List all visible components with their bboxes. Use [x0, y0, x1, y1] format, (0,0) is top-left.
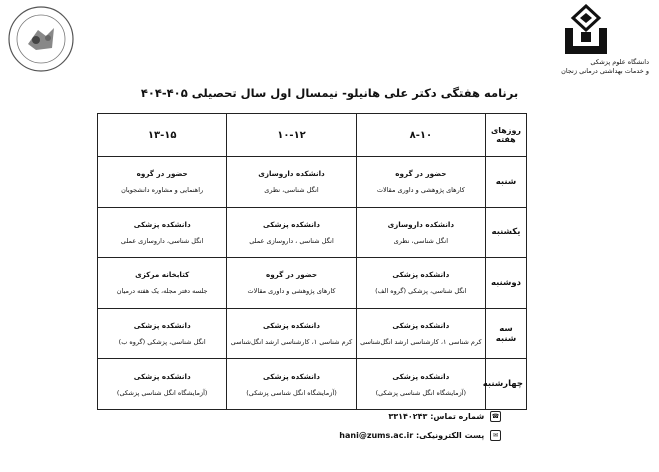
cell-location: دانشکده پزشکی: [263, 371, 320, 381]
slot-header: ۱۰-۱۲: [227, 114, 356, 157]
page-title: برنامه هفتگی دکتر علی هانیلو- نیمسال اول سال تحصیلی ۴۰۵-۴۰۴: [140, 86, 519, 100]
phone-label: شماره تماس:: [430, 412, 485, 421]
schedule-cell: [227, 359, 356, 410]
phone-icon: ☎: [491, 413, 500, 420]
cell-location: دانشکده داروسازی: [387, 219, 455, 229]
schedule-cell: [227, 157, 356, 208]
cell-location: دانشکده پزشکی: [392, 321, 450, 331]
cell-location: حضور در گروه: [265, 270, 318, 280]
cell-location: دانشکده پزشکی: [133, 219, 191, 229]
day-cell: دوشنبه: [486, 258, 527, 309]
cell-location: دانشکده پزشکی: [263, 321, 320, 331]
society-emblem-icon: [6, 4, 76, 74]
university-logo-icon: [543, 4, 629, 60]
cell-location: کتابخانه مرکزی: [135, 270, 190, 280]
cell-activity: (آزمایشگاه انگل شناسی پزشکی): [116, 388, 208, 397]
cell-activity: انگل شناسی، پزشکی (گروه الف): [375, 287, 467, 296]
cell-activity: (آزمایشگاه انگل شناسی پزشکی): [375, 388, 467, 397]
cell-activity: جلسه دفتر مجله، یک هفته درمیان: [116, 287, 208, 296]
schedule-cell: [98, 207, 227, 258]
cell-activity: کارهای پژوهشی و داوری مقالات: [376, 186, 465, 195]
cell-activity: کرم شناسی ۱، کارشناسی ارشد انگل‌شناسی: [360, 338, 482, 347]
email-address: hani@zums.ac.ir: [339, 431, 414, 440]
cell-location: دانشکده داروسازی: [258, 169, 325, 179]
slot-header: ۱۳-۱۵: [98, 114, 227, 157]
email-label: پست الکترونیکی:: [415, 431, 485, 440]
cell-activity: انگل شناسی، داروسازی عملی: [120, 236, 204, 245]
schedule-cell: [356, 207, 485, 258]
schedule-cell: [356, 308, 485, 359]
cell-location: دانشکده پزشکی: [263, 219, 320, 229]
day-cell: چهارشنبه: [486, 359, 527, 410]
cell-activity: انگل شناسی، نظری: [264, 186, 319, 195]
table-row: [98, 207, 527, 258]
table-row: [98, 308, 527, 359]
cell-activity: راهنمایی و مشاوره دانشجویان: [121, 186, 204, 195]
university-name: دانشگاه علوم پزشکی و خدمات بهداشتی درمانی زنجان: [561, 58, 649, 75]
cell-activity: کارهای پژوهشی و داوری مقالات: [247, 287, 336, 296]
cell-activity: انگل شناسی، نظری: [393, 236, 449, 245]
day-column-header: روزهای هفته: [486, 114, 527, 157]
schedule-cell: [356, 359, 485, 410]
cell-activity: انگل شناسی ، داروسازی عملی: [249, 236, 334, 245]
cell-location: حضور در گروه: [395, 169, 447, 179]
schedule-cell: [98, 308, 227, 359]
cell-location: دانشکده پزشکی: [133, 321, 191, 331]
cell-activity: کرم شناسی ۱، کارشناسی ارشد انگل‌شناسی: [230, 338, 353, 347]
table-row: [98, 258, 527, 309]
schedule-cell: [227, 308, 356, 359]
schedule-cell: [227, 258, 356, 309]
schedule-table: [97, 113, 527, 410]
cell-location: دانشکده پزشکی: [392, 371, 450, 381]
slot-header: ۸-۱۰: [356, 114, 485, 157]
schedule-cell: [98, 157, 227, 208]
table-row: [98, 359, 527, 410]
table-header-row: [98, 114, 527, 157]
cell-activity: (آزمایشگاه انگل شناسی پزشکی): [246, 388, 337, 397]
schedule-cell: [356, 258, 485, 309]
email-icon: ✉: [490, 430, 501, 441]
day-cell: یکشنبه: [486, 207, 527, 258]
email-contact: [339, 430, 501, 441]
schedule-cell: [98, 359, 227, 410]
schedule-cell: [227, 207, 356, 258]
cell-location: دانشکده پزشکی: [392, 270, 450, 280]
schedule-cell: [356, 157, 485, 208]
cell-location: حضور در گروه: [136, 169, 188, 179]
phone-contact: [388, 411, 501, 422]
day-cell: سه شنبه: [486, 308, 527, 359]
phone-number: ۳۳۱۴۰۲۴۳: [388, 412, 428, 421]
cell-activity: انگل شناسی، پزشکی (گروه ب): [118, 338, 206, 347]
day-cell: شنبه: [486, 157, 527, 208]
cell-location: دانشکده پزشکی: [133, 371, 191, 381]
schedule-cell: [98, 258, 227, 309]
table-row: [98, 157, 527, 208]
